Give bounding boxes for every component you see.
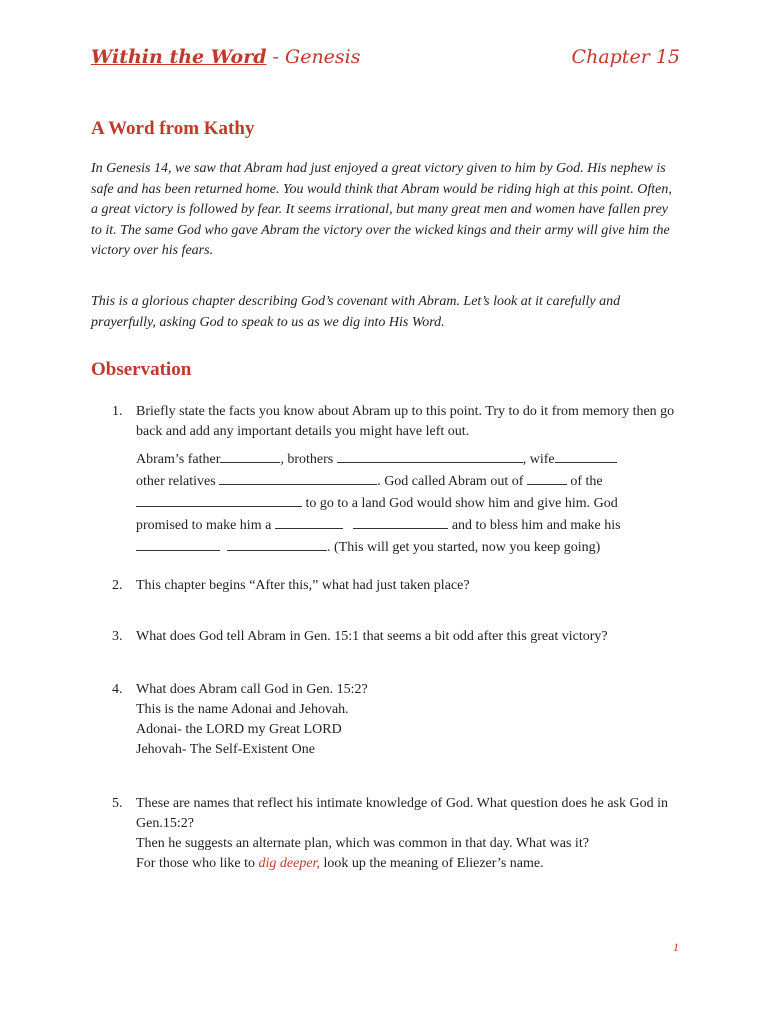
fill-label: other relatives (136, 474, 216, 489)
fill-label: , wife (522, 452, 555, 467)
dig-deeper-link: dig deeper, (258, 856, 320, 871)
question-text: Briefly state the facts you know about Abram up to this point. Try to do it from memory then go back and add any important details you might have left out. (136, 404, 675, 439)
question-number: 2. (112, 578, 123, 593)
fill-label: promised to make him a (136, 518, 272, 533)
question-text: Then he suggests an alternate plan, which was common in that day. What was it? (136, 836, 589, 851)
question-text (136, 854, 682, 874)
question-text: This chapter begins “After this,” what had just taken place? (136, 578, 470, 593)
fill-in-block (136, 448, 682, 558)
series-brand: Within the Word (91, 46, 267, 68)
fill-label: and to bless him and make his (451, 518, 621, 533)
question-number: 5. (112, 796, 123, 811)
blank-line-land[interactable] (136, 492, 302, 507)
fill-label: to go to a land God would show him and give him. God (305, 496, 618, 511)
chapter-label: Chapter 15 (571, 46, 680, 68)
question-1 (112, 402, 682, 558)
question-5 (112, 794, 682, 874)
question-text: What does God tell Abram in Gen. 15:1 that seems a bit odd after this great victory? (136, 629, 608, 644)
blank-line-father[interactable] (220, 448, 280, 463)
page-number: 1 (673, 940, 679, 954)
question-text-part: look up the meaning of Eliezer’s name. (319, 856, 544, 871)
book-name: Genesis (285, 46, 361, 68)
fill-label: . (This will get you started, now you keep going) (327, 540, 601, 555)
question-4 (112, 680, 682, 760)
question-note: Jehovah- The Self-Existent One (136, 742, 315, 757)
question-text-part: For those who like to (136, 856, 259, 871)
blank-line-other-relatives[interactable] (219, 470, 377, 485)
blank-line-name-2[interactable] (227, 536, 327, 551)
section-heading-observation: Observation (91, 359, 192, 380)
blank-line-called-out-of[interactable] (527, 470, 567, 485)
question-number: 1. (112, 404, 123, 419)
section-heading-word-from-kathy: A Word from Kathy (91, 118, 255, 139)
running-header-title (91, 46, 361, 68)
question-3 (112, 627, 682, 647)
fill-label: . God called Abram out of (377, 474, 524, 489)
fill-label: , brothers (280, 452, 334, 467)
question-number: 3. (112, 629, 123, 644)
blank-line-name-1[interactable] (136, 536, 220, 551)
blank-line-wife[interactable] (555, 448, 617, 463)
fill-label: Abram’s father (136, 452, 221, 467)
blank-line-brothers[interactable] (337, 448, 523, 463)
question-2 (112, 576, 682, 596)
question-text: These are names that reflect his intimate knowledge of God. What question does he ask God in Gen.15:2? (136, 796, 668, 831)
blank-line-promise-2[interactable] (353, 514, 448, 529)
question-note: Adonai- the LORD my Great LORD (136, 722, 342, 737)
intro-paragraph-2: This is a glorious chapter describing God’s covenant with Abram. Let’s look at it carefully and prayerfully, asking God to speak to us as we dig into His Word. (91, 294, 621, 330)
fill-label: of the (570, 474, 603, 489)
question-number: 4. (112, 682, 123, 697)
question-text: What does Abram call God in Gen. 15:2? (136, 682, 368, 697)
blank-line-promise-1[interactable] (275, 514, 343, 529)
intro-paragraph-1: In Genesis 14, we saw that Abram had just enjoyed a great victory given to him by God. His nephew is safe and has been returned home. You would think that Abram would be riding high at this point. Often, a great victory is followed by fear. It seems irrational, but many great men and women have fallen prey to it. The same God who gave Abram the victory over the wicked kings and their army will give him the victory over his fears. (91, 161, 672, 258)
question-note: This is the name Adonai and Jehovah. (136, 702, 349, 717)
header-separator: - (266, 46, 286, 68)
